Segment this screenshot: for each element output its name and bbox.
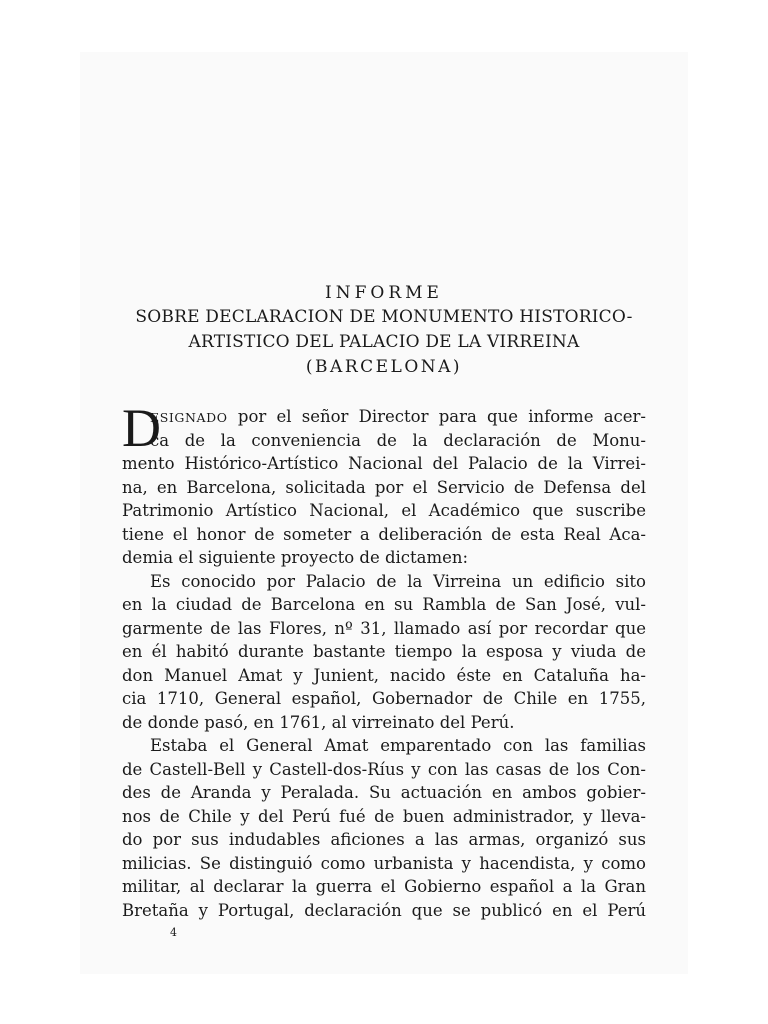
text-line: na, en Barcelona, solicitada por el Servicio de Defensa del [122, 477, 646, 497]
text-line: demia el siguiente proyecto de dictamen: [122, 548, 469, 567]
report-heading: INFORME [325, 283, 443, 303]
first-word-smallcaps: ESIGNADO [150, 410, 228, 425]
text-line: don Manuel Amat y Junient, nacido éste en Cataluña ha- [122, 665, 646, 685]
report-title-line-1: SOBRE DECLARACION DE MONUMENTO HISTORICO- [135, 307, 633, 327]
report-title-line-2: ARTISTICO DEL PALACIO DE LA VIRREINA [188, 332, 580, 352]
text-line: mento Histórico-Artístico Nacional del Palacio de la Virrei- [122, 454, 646, 473]
body-text [122, 398, 646, 922]
text-line: garmente de las Flores, nº 31, llamado así por recordar que [122, 618, 646, 638]
text-line: Estaba el General Amat emparentado con las familias [150, 736, 646, 755]
text-line: en él habitó durante bastante tiempo la esposa y viuda de [122, 642, 646, 661]
text-line: cia 1710, General español, Gobernador de Chile en 1755, [122, 689, 646, 708]
text-line: do por sus indudables aficiones a las armas, organizó sus [122, 830, 646, 849]
text-line: tiene el honor de someter a deliberación de esta Real Aca- [122, 524, 646, 544]
page-folio: 4 [170, 926, 177, 939]
text-line: nos de Chile y del Perú fué de buen administrador, y lleva- [122, 806, 646, 826]
text-line: militar, al declarar la guerra el Gobierno español a la Gran [122, 877, 646, 896]
text-line: des de Aranda y Peralada. Su actuación en ambos gobier- [122, 783, 646, 802]
text-line: Es conocido por Palacio de la Virreina un edificio sito [150, 571, 646, 591]
report-title-line-3: (BARCELONA) [305, 357, 463, 377]
text-line: Bretaña y Portugal, declaración que se publicó en el Perú [122, 900, 646, 920]
text-line: Patrimonio Artístico Nacional, el Académico que suscribe [122, 501, 646, 520]
text-line: de donde pasó, en 1761, al virreinato del Perú. [122, 712, 515, 732]
text-line: de Castell-Bell y Castell-dos-Ríus y con las casas de los Con- [122, 759, 646, 779]
drop-cap: D [122, 398, 161, 458]
text-line: en la ciudad de Barcelona en su Rambla de San José, vul- [122, 595, 646, 614]
text-line: ESIGNADO por el señor Director para que informe acer- [150, 407, 646, 426]
text-line: ca de la conveniencia de la declaración de Monu- [150, 430, 646, 450]
text-line: milicias. Se distinguió como urbanista y hacendista, y como [122, 853, 646, 873]
